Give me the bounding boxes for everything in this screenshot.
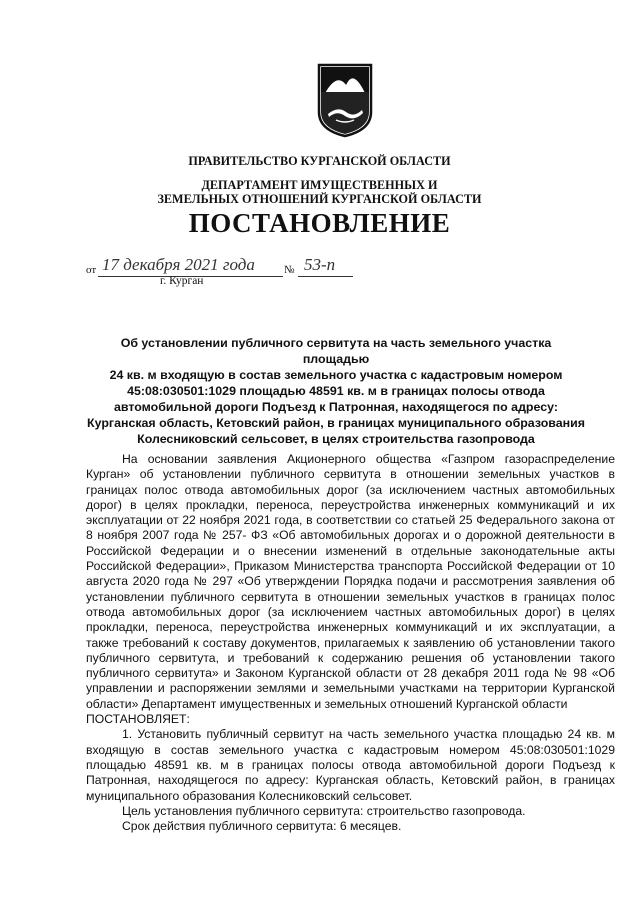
document-subject — [86, 335, 586, 447]
coat-of-arms-icon — [316, 62, 374, 138]
government-name: ПРАВИТЕЛЬСТВО КУРГАНСКОЙ ОБЛАСТИ — [188, 154, 451, 168]
subject-line: 45:08:030501:1029 площадью 48591 кв. м в границах полосы отвода — [127, 384, 545, 398]
subject-line: автомобильной дороги Подъезд к Патронная, находящегося по адресу: — [114, 400, 558, 414]
date-from-label: от — [86, 264, 97, 276]
department-name-line1: ДЕПАРТАМЕНТ ИМУЩЕСТВЕННЫХ И — [201, 178, 438, 192]
subject-line: Об установлении публичного сервитута на часть земельного участка площадью — [120, 336, 552, 366]
number-underline — [298, 276, 353, 277]
subject-line: Курганская область, Кетовский район, в границах муниципального образования — [87, 416, 585, 430]
decree-word: ПОСТАНОВЛЯЕТ: — [86, 712, 190, 727]
date-number-line — [86, 257, 386, 279]
number-label: № — [284, 264, 295, 276]
handwritten-date: 17 декабря 2021 года — [102, 255, 255, 274]
purpose-paragraph: Цель установления публичного сервитута: строительство газопровода. — [122, 803, 526, 818]
document-body — [86, 452, 615, 834]
department-name-line2: ЗЕМЕЛЬНЫХ ОТНОШЕНИЙ КУРГАНСКОЙ ОБЛАСТИ — [157, 192, 482, 206]
preamble-paragraph: На основании заявления Акционерного общества «Газпром газораспределение Курган» об установлении публичного сервитута в отношении земельных участков в границах полос отвода автомобильных дорог (за исключением частных автомобильных дорог) в целях прокладки, переноса, переустройства инженерных коммуникаций и их эксплуатации от 22 ноября 2021 года, в соответствии со статьей 25 Федерального закона от 8 ноября 2007 года № 257- ФЗ «Об автомобильных дорогах и о дорожной деятельности в Российской Федерации и о внесении изменений в отдельные законодательные акты Российской Федерации», Приказом Министерства транспорта Российской Федерации от 10 августа 2020 года № 297 «Об утверждении Порядка подачи и рассмотрения заявления об установлении публичного сервитута в отношении земельных участков в границах полос отвода автомобильных дорог (за исключением частных автомобильных дорог) в целях прокладки, переноса, переустройства инженерных коммуникаций и их эксплуатации, а также требований к составу документов, прилагаемых к заявлению об установлении такого публичного сервитута, и требований к содержанию решения об установлении такого публичного сервитута» и Законом Курганской области от 28 декабря 2011 года № 98 «Об управлении и распоряжении землями и земельными участками на территории Курганской области» Департамент имущественных и земельных отношений Курганской области — [86, 452, 615, 711]
city-name: г. Курган — [160, 275, 204, 287]
handwritten-number: 53-п — [304, 255, 336, 274]
term-paragraph: Срок действия публичного сервитута: 6 месяцев. — [122, 819, 402, 834]
subject-line: Колесниковский сельсовет, в целях строительства газопровода — [137, 432, 535, 446]
subject-line: 24 кв. м входящую в состав земельного участка с кадастровым номером — [109, 368, 563, 382]
item-1-paragraph: 1. Установить публичный сервитут на часть земельного участка площадью 24 кв. м входящую в состав земельного участка с кадастровым номером 45:08:030501:1029 площадью 48591 кв. м в границах полосы отвода автомобильной дороги Подъезд к Патронная, находящегося по адресу: Курганская область, Кетовский район, в границах муниципального образования Колесниковский сельсовет. — [86, 727, 615, 803]
document-type-title: ПОСТАНОВЛЕНИЕ — [188, 208, 451, 238]
